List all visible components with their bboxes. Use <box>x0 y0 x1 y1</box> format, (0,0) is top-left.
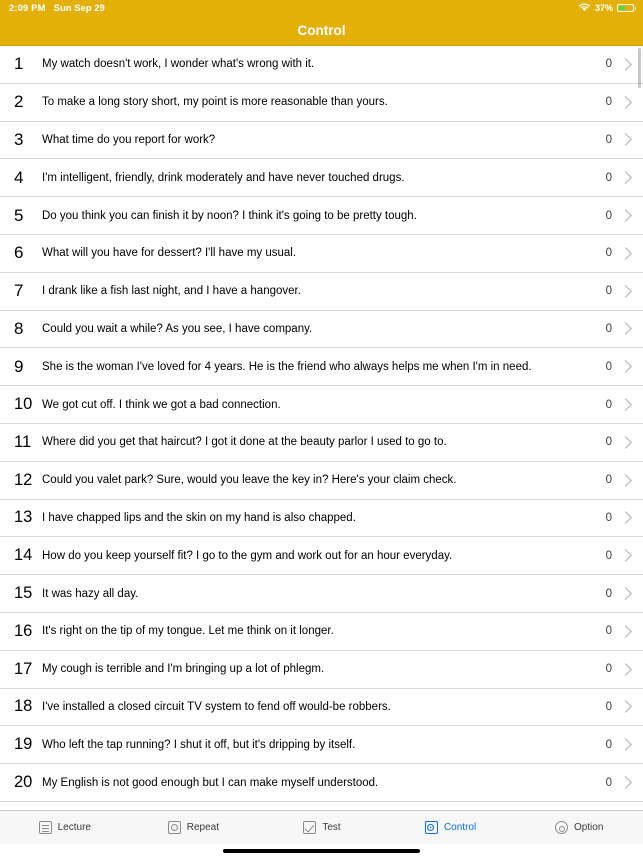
chevron-right-icon <box>619 776 632 789</box>
row-count: 0 <box>605 700 612 713</box>
chevron-right-icon <box>619 436 632 449</box>
table-row[interactable] <box>0 311 643 349</box>
row-sentence: I'm intelligent, friendly, drink moderately and have never touched drugs. <box>42 171 405 184</box>
row-count: 0 <box>605 587 612 600</box>
table-row[interactable] <box>0 159 643 197</box>
chevron-right-icon <box>619 663 632 676</box>
row-sentence: Could you wait a while? As you see, I have company. <box>42 322 313 335</box>
row-sentence: Could you valet park? Sure, would you leave the key in? Here's your claim check. <box>42 474 457 487</box>
row-sentence: I have chapped lips and the skin on my hand is also chapped. <box>42 511 356 524</box>
row-count: 0 <box>605 474 612 487</box>
row-number: 13 <box>14 508 33 527</box>
table-row[interactable] <box>0 462 643 500</box>
chevron-right-icon <box>619 549 632 562</box>
table-row[interactable] <box>0 500 643 538</box>
chevron-right-icon <box>619 474 632 487</box>
battery-percent-label: 37% <box>594 3 613 13</box>
record-circle-icon <box>424 820 439 835</box>
row-number: 11 <box>14 432 32 451</box>
row-count: 0 <box>605 398 612 411</box>
row-sentence: My cough is terrible and I'm bringing up a lot of phlegm. <box>42 663 325 676</box>
table-row[interactable] <box>0 537 643 575</box>
row-sentence: It was hazy all day. <box>42 587 139 600</box>
tab-test[interactable] <box>257 811 386 844</box>
row-count: 0 <box>605 171 612 184</box>
row-number: 12 <box>14 470 33 489</box>
row-count: 0 <box>605 511 612 524</box>
row-number: 3 <box>14 129 24 149</box>
row-sentence: Do you think you can finish it by noon? I think it's going to be pretty tough. <box>42 209 417 222</box>
row-number: 1 <box>14 54 24 74</box>
status-bar <box>0 0 643 16</box>
row-number: 7 <box>14 281 24 301</box>
table-row[interactable] <box>0 84 643 122</box>
chevron-right-icon <box>619 701 632 714</box>
page-title: Control <box>297 23 346 38</box>
row-number: 2 <box>14 92 24 112</box>
chevron-right-icon <box>619 134 632 147</box>
tab-bar[interactable] <box>0 810 643 844</box>
tab-label: Repeat <box>186 822 220 833</box>
chevron-right-icon <box>619 323 632 336</box>
chevron-right-icon <box>619 96 632 109</box>
row-count: 0 <box>605 436 612 449</box>
repeat-circle-icon <box>167 820 182 835</box>
row-number: 9 <box>14 356 24 376</box>
row-count: 0 <box>605 96 612 109</box>
gear-icon <box>554 820 569 835</box>
tab-control[interactable] <box>386 811 515 844</box>
battery-fill <box>619 6 625 11</box>
row-sentence: What time do you report for work? <box>42 133 216 146</box>
battery-icon <box>617 4 634 13</box>
table-row[interactable] <box>0 689 643 727</box>
row-count: 0 <box>605 776 612 789</box>
chevron-right-icon <box>619 512 632 525</box>
tab-label: Option <box>573 822 604 833</box>
row-sentence: My English is not good enough but I can make myself understood. <box>42 776 379 789</box>
home-indicator[interactable] <box>223 849 420 853</box>
tab-label: Test <box>322 822 341 833</box>
navigation-bar <box>0 16 643 46</box>
row-sentence: She is the woman I've loved for 4 years. He is the friend who always helps me when I'm in need. <box>42 360 532 373</box>
table-row[interactable] <box>0 122 643 160</box>
status-bar-left <box>9 3 105 14</box>
row-number: 14 <box>14 546 33 565</box>
row-number: 19 <box>14 735 33 754</box>
row-sentence: To make a long story short, my point is more reasonable than yours. <box>42 96 388 109</box>
row-number: 8 <box>14 318 24 338</box>
table-row[interactable] <box>0 764 643 802</box>
row-sentence: It's right on the tip of my tongue. Let me think on it longer. <box>42 625 334 638</box>
table-row[interactable] <box>0 386 643 424</box>
chevron-right-icon <box>619 360 632 373</box>
chevron-right-icon <box>619 171 632 184</box>
chevron-right-icon <box>619 625 632 638</box>
scroll-indicator[interactable] <box>638 48 641 88</box>
status-date: Sun Sep 29 <box>53 2 105 14</box>
row-sentence: How do you keep yourself fit? I go to the gym and work out for an hour everyday. <box>42 549 453 562</box>
status-bar-right <box>578 2 634 15</box>
row-number: 10 <box>14 395 33 414</box>
tab-lecture[interactable] <box>0 811 129 844</box>
chevron-right-icon <box>619 587 632 600</box>
row-sentence: Who left the tap running? I shut it off, but it's dripping by itself. <box>42 738 356 751</box>
row-count: 0 <box>605 322 612 335</box>
row-count: 0 <box>605 625 612 638</box>
row-number: 17 <box>14 659 33 678</box>
row-number: 15 <box>14 584 33 603</box>
chevron-right-icon <box>619 398 632 411</box>
tab-label: Lecture <box>57 822 91 833</box>
table-row[interactable] <box>0 651 643 689</box>
row-sentence: What will you have for dessert? I'll have my usual. <box>42 247 297 260</box>
table-row[interactable] <box>0 197 643 235</box>
table-row[interactable] <box>0 348 643 386</box>
row-count: 0 <box>605 209 612 222</box>
row-count: 0 <box>605 663 612 676</box>
row-sentence: I've installed a closed circuit TV system to fend off would-be robbers. <box>42 700 391 713</box>
home-indicator-area <box>0 844 643 858</box>
status-time: 2:09 PM <box>9 2 46 14</box>
row-number: 20 <box>14 773 33 792</box>
tab-repeat[interactable] <box>129 811 258 844</box>
row-number: 6 <box>14 243 24 263</box>
checkbox-check-icon <box>302 820 317 835</box>
wifi-icon <box>578 2 591 15</box>
chevron-right-icon <box>619 247 632 260</box>
row-number: 4 <box>14 167 24 187</box>
table-row[interactable] <box>0 613 643 651</box>
list-lines-icon <box>38 820 53 835</box>
table-row[interactable] <box>0 273 643 311</box>
table-row[interactable] <box>0 726 643 764</box>
row-number: 18 <box>14 697 33 716</box>
row-count: 0 <box>605 738 612 751</box>
chevron-right-icon <box>619 209 632 222</box>
row-count: 0 <box>605 549 612 562</box>
row-count: 0 <box>605 58 612 71</box>
chevron-right-icon <box>619 738 632 751</box>
row-count: 0 <box>605 285 612 298</box>
row-number: 16 <box>14 621 33 640</box>
table-row[interactable] <box>0 424 643 462</box>
chevron-right-icon <box>619 58 632 71</box>
table-row[interactable] <box>0 46 643 84</box>
row-count: 0 <box>605 133 612 146</box>
chevron-right-icon <box>619 285 632 298</box>
row-number: 5 <box>14 205 24 225</box>
table-row[interactable] <box>0 235 643 273</box>
row-sentence: I drank like a fish last night, and I have a hangover. <box>42 285 301 298</box>
row-count: 0 <box>605 360 612 373</box>
row-count: 0 <box>605 247 612 260</box>
tab-option[interactable] <box>514 811 643 844</box>
row-sentence: Where did you get that haircut? I got it done at the beauty parlor I used to go to. <box>42 436 447 449</box>
tab-label: Control <box>443 822 477 833</box>
row-sentence: We got cut off. I think we got a bad connection. <box>42 398 281 411</box>
row-sentence: My watch doesn't work, I wonder what's wrong with it. <box>42 58 315 71</box>
sentence-list[interactable] <box>0 46 643 810</box>
table-row[interactable] <box>0 575 643 613</box>
